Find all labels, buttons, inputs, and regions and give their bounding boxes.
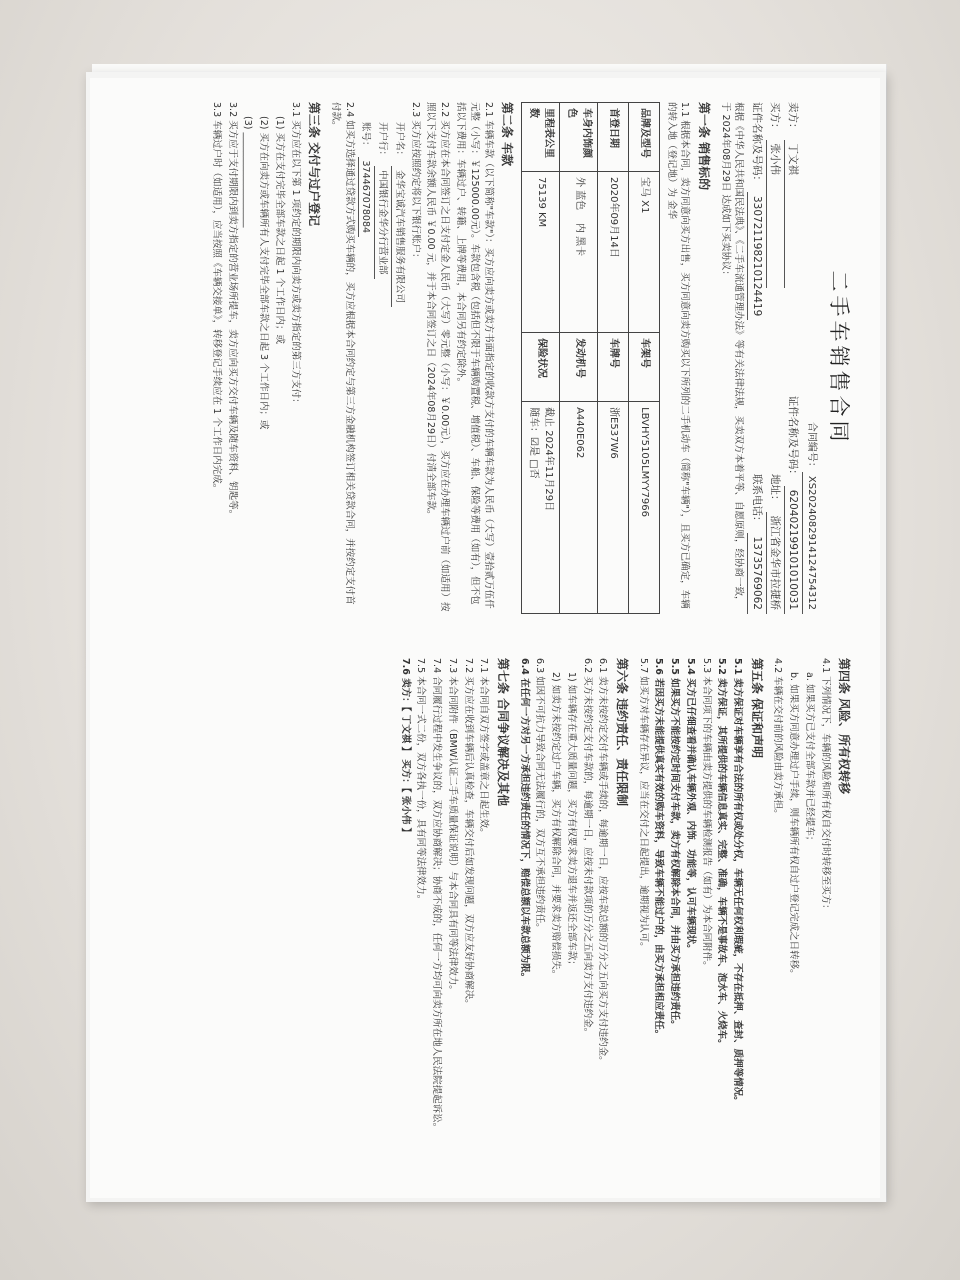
- mileage-value: 75139 KM: [521, 172, 559, 333]
- contract-number: 合同编号：XS20240829141247543​12: [802, 102, 818, 614]
- article-5-4: 5.4 买方已仔细查看并确认车辆外观、内饰、功能等，认可车辆现状。: [684, 658, 696, 954]
- reg-label: 首登日期: [597, 103, 628, 172]
- article-3-2: 3.2 买方应于支付期限内到卖方指定的营业场所提车，卖方应向买方交付车辆及随车资料、钥匙等。: [226, 102, 238, 520]
- brand-label: 品牌及型号: [628, 103, 659, 172]
- warranty-value: 截止 2024年11月29日 随车：☑是 □否: [521, 402, 559, 614]
- signature-line: 7.6 卖方：【 丁文祺 】 买方：【 张小伟 】: [399, 658, 411, 838]
- article-4-title: 第四条 风险、所有权转移: [837, 658, 851, 795]
- article-2-title: 第二条 车款: [499, 102, 514, 167]
- article-5-7: 5.7 如买方对车辆存在异议，应当在交付之日起提出，逾期视为认可。: [637, 658, 649, 952]
- warranty-label: 保险状况: [521, 333, 559, 402]
- article-3-1a: (1) 买方在支付完毕全部车款之日起 1 个工作日内；或: [273, 116, 285, 345]
- article-4-1: 4.1 下列情况下，车辆的风险和所有权自交付时转移至买方：: [819, 658, 831, 914]
- article-7-2: 7.2 买方应在收到车辆后认真检查，车辆交付后如发现问题，双方应友好协商解决。: [462, 658, 474, 1009]
- vehicle-table: [521, 102, 660, 614]
- article-2-1: 2.1 车辆车款（以下简称"车款"）：买方应向卖方或卖方书面指定的收款方支付的车辆车款为人民币（大写）壹拾贰万伍仟元整（小写：￥125000.00元）。车款包含税（包括但不限于车辆购置税、增值税）、车船、保险等费用（如有），但不包括以下费用：车辆过户、转籍、上牌等费用，本合同另有约定除外。: [455, 102, 494, 609]
- article-6-2b: 2) 如卖方未按约定过户车辆，买方有权解除合同，并要求卖方赔偿损失。: [550, 672, 562, 980]
- article-6-4: 6.4 在任何一方对另一方承担违约责任的情况下，赔偿总额以车款总额为限。: [518, 658, 530, 983]
- article-5-2: 5.2 卖方保证，其所提供的车辆信息真实、完整、准确，车辆不是事故车、泡水车、火烧车。: [716, 658, 728, 1049]
- article-2-3: 2.3 买方应按照约定将以下银行账户：: [409, 102, 421, 263]
- bank-name-row: 开户名： 金华宝诚汽车销售服务有限公司: [391, 102, 406, 614]
- document-title: 二手车销售合同: [827, 270, 851, 446]
- article-2-2: 2.2 买方应在本合同签订之日支付定金人民币（大写）零元整（小写：￥0.00元），买方应在办理车辆过户前（如适用）按照以下支付车款余额人民币 ￥0.00 元，并于本合同签订之日（2024年08月29日）付清全部车款。: [425, 102, 451, 612]
- frame-label: 车架号: [628, 333, 659, 402]
- article-2-4: 2.4 如买方选择通过贷款方式购买车辆的，买方应根据本合同约定与第三方金融机构签订相关贷款合同，并按约定支付首付款。: [329, 102, 355, 605]
- brand-value: 宝马 X1: [628, 172, 659, 333]
- contract-document: [90, 78, 880, 1198]
- mileage-label: 里程表公里数: [521, 103, 559, 172]
- right-column: [396, 658, 858, 1170]
- article-6-2: 6.2 买方未按约定支付车款的，每逾期一日，应按未付款项的万分之五向卖方支付违约金。: [581, 658, 593, 1038]
- engine-label: 发动机号: [559, 333, 597, 402]
- seller-row: 卖方： 丁文祺 证件名称及号码： 620402199101010031: [784, 102, 800, 614]
- article-3-1c: (3) ____________________: [242, 116, 254, 228]
- buyer-row: 买方： 张小伟 地址： 浙江省金华市拉捷桥: [766, 102, 782, 614]
- article-6-3: 6.3 如因不可抗力导致合同无法履行的，双方互不承担违约责任。: [534, 658, 546, 933]
- article-4-1b: b. 如果买方同意办理过户手续，则车辆所有权自过户登记完成之日转移。: [788, 672, 800, 979]
- color-label: 车身内饰颜色: [559, 103, 597, 172]
- buyer-id-row: 证件名称及号码： 330721198210124419 联系电话： 13735769062: [747, 102, 763, 614]
- article-1-1: 1.1 根据本合同，卖方同意向买方出售，买方同意向卖方购买以下所列的二手机动车（简称"车辆"），且买方已确定，车辆的转入地（登记地）为 金华: [665, 102, 691, 609]
- reg-value: 2020年09月14日: [597, 172, 628, 333]
- frame-value: LBVHY5105LMYY7966: [628, 402, 659, 614]
- article-3-3: 3.3 车辆过户时（如适用），应当按照《车辆交接单》，转移登记手续应在 1 个工作日内完成。: [210, 102, 222, 494]
- engine-value: A440E062: [559, 402, 597, 614]
- article-7-4: 7.4 合同履行过程中发生争议的，双方应协商解决；协商不成的，任何一方均可向卖方所在地人民法院提起诉讼。: [431, 658, 443, 1133]
- intro-text: 根据《中华人民共和国民法典》、《二手车流通管理办法》等有关法律法规，买卖双方本着平等、自愿原则，经协商一致，于 2024年08月29日 达成如下买卖协议：: [719, 102, 745, 606]
- plate-value: 浙E537W6: [597, 402, 628, 614]
- article-3-1b: (2) 买方在向卖方或车辆所有人支付完毕全部车款之日起 3 个工作日内；或: [258, 116, 270, 430]
- color-value: 外 蓝色 内 黑卡: [559, 172, 597, 333]
- article-4-2: 4.2 车辆在交付前的风险由卖方承担。: [772, 658, 784, 819]
- bank-account-row: 账号： 374467078084: [358, 102, 373, 614]
- article-3-1: 3.1 买方应在以下第 1 项约定的期限内向卖方或卖方指定的第三方支付：: [289, 102, 301, 408]
- article-3-title: 第三条 交付与过户登记: [307, 102, 322, 227]
- article-4-1a: a. 如果买方已支付全部车款并已经提车；: [803, 672, 815, 846]
- article-5-title: 第五条 保证和声明: [749, 658, 764, 759]
- plate-label: 车牌号: [597, 333, 628, 402]
- left-column: [207, 102, 858, 614]
- article-5-6: 5.6 若因买方未能提供真实有效的购车资料，导致车辆不能过户的，由买方承担相应责任。: [653, 658, 665, 1040]
- article-1-title: 第一条 销售标的: [696, 102, 711, 191]
- article-7-1: 7.1 本合同自双方签字或盖章之日起生效。: [478, 658, 490, 838]
- article-5-5: 5.5 如果买方不能按约定时间支付车款，卖方有权解除本合同，并由买方承担违约责任。: [669, 658, 681, 1030]
- article-5-3: 5.3 本合同项下的车辆由卖方提供的车辆检测报告（如有）为本合同附件。: [700, 658, 712, 971]
- article-6-2a: 1) 如车辆存在重大质量问题，买方有权要求卖方退车并返还全部车款；: [565, 672, 577, 970]
- article-6-1: 6.1 卖方未按约定交付车辆或手续的，每逾期一日，应按车款总额的万分之五向买方支付违约金。: [597, 658, 609, 1066]
- article-5-1: 5.1 卖方保证对车辆享有合法的所有权或处分权，车辆无任何权利瑕疵，不存在抵押、查封、质押等情况。: [732, 658, 744, 1106]
- article-7-5: 7.5 本合同一式二份，双方各执一份，具有同等法律效力。: [415, 658, 427, 905]
- article-6-title: 第六条 违约责任、责任限制: [614, 658, 629, 807]
- bank-branch-row: 开户行： 中国银行金华分行营业部: [374, 102, 389, 614]
- article-7-3: 7.3 本合同附件（BMW认证二手车质量保证说明）与本合同具有同等法律效力。: [446, 658, 458, 995]
- article-7-title: 第七条 合同争议解决及其他: [495, 658, 510, 807]
